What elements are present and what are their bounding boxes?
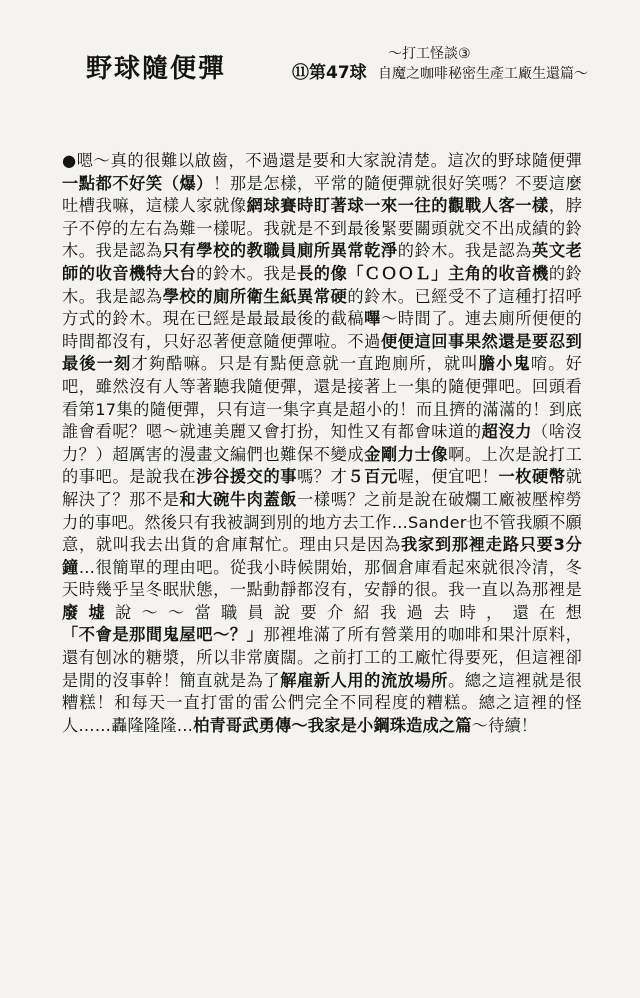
emphasized-text: 超沒力 bbox=[481, 422, 533, 442]
body-text-run: ～時間了。連去廁所便便的時間都沒有，只好忍著便意隨便彈啦。不過 bbox=[62, 309, 582, 351]
body-text-run: 的鈴木。我是認為 bbox=[62, 263, 582, 306]
body-text-run: ，脖子不停的左右為難一樣呢。我就是不到最後緊要關頭就交不出成績的鈴木。我是認為 bbox=[62, 196, 582, 261]
emphasized-text: 我家到那裡走路只要3分鐘 bbox=[62, 535, 583, 577]
emphasized-text: 學校的廁所衛生紙異常硬 bbox=[162, 286, 348, 306]
emphasized-text: 膽小鬼 bbox=[478, 354, 531, 374]
emphasized-text: 便便這回事果然還是要忍到最後一刻 bbox=[62, 331, 582, 374]
subtitle-line-1: ～打工怪談③ bbox=[388, 46, 471, 62]
emphasized-text: 和大碗牛肉蓋飯 bbox=[179, 489, 298, 509]
emphasized-text: 解雇新人用的流放場所 bbox=[280, 670, 449, 690]
emphasized-text: ５百元 bbox=[347, 467, 398, 487]
emphasized-text: 只有學校的教職員廁所異常乾淨 bbox=[162, 241, 398, 261]
column-body-text bbox=[62, 150, 582, 737]
body-text-run: 唷。好吧，雖然沒有人等著聽我隨便彈，還是接著上一集的隨便彈吧。回頭看看第17集的隨便彈，只有這一集字真是超小的！而且擠的滿滿的！到底誰會看呢？嗯～就連美麗又會打扮，知性又有都會味道的 bbox=[62, 354, 582, 442]
emphasized-text: 金剛力士像 bbox=[364, 444, 449, 464]
body-text-run: 說～～當職員說要介紹我過去時，還在想 bbox=[115, 602, 582, 622]
emphasized-text: 一枚硬幣 bbox=[498, 467, 566, 487]
body-text-run: 的鈴木。我是認為 bbox=[397, 241, 533, 261]
body-text-run: 就解決了？那不是 bbox=[62, 467, 582, 509]
body-text-run: （啥沒力？）超厲害的漫畫文編們也難保不變成 bbox=[62, 422, 582, 464]
body-text-run: 。總之這裡就是很糟糕！和每天一直打雷的雷公們完全不同程度的糟糕。總之這裡的怪人……轟隆隆隆… bbox=[62, 670, 583, 735]
column-title: 野球隨便彈 bbox=[86, 54, 227, 84]
body-text-run: 的鈴木。我是 bbox=[196, 263, 298, 283]
emphasized-text: 英文老師的收音機特大台 bbox=[62, 241, 582, 283]
emphasized-text: 「不會是那間鬼屋吧～？」 bbox=[62, 625, 264, 645]
body-text-run: 一樣嗎？之前是說在破爛工廠被壓榨勞力的事吧。然後只有我被調到別的地方去工作…Sander也不管我願不願意，就叫我去出貨的倉庫幫忙。理由只是因為 bbox=[62, 489, 583, 555]
subtitle-line-2: 自魔之咖啡秘密生產工廠生還篇～ bbox=[378, 66, 588, 82]
body-text-run: 嗎？才 bbox=[297, 467, 348, 487]
emphasized-text: 涉谷援交的事 bbox=[196, 467, 298, 487]
emphasized-text: 廢墟 bbox=[62, 602, 116, 622]
body-text-run: ～待續！ bbox=[471, 715, 538, 735]
body-text-run: ●嗯～真的很難以啟齒，不過還是要和大家說清楚。這次的野球隨便彈 bbox=[62, 151, 582, 170]
body-text-run: 啊。上次是說打工的事吧。是說我在 bbox=[62, 444, 582, 487]
body-text-run: 的鈴木。已經受不了這種打招呼方式的鈴木。現在已經是最最最後的截稿 bbox=[62, 286, 582, 329]
body-text-run: 喔，便宜吧！ bbox=[397, 467, 499, 487]
emphasized-text: 一點都不好笑（爆） bbox=[62, 173, 214, 193]
emphasized-text: 柏青哥武勇傳～我家是小鋼珠造成之篇 bbox=[193, 715, 472, 735]
emphasized-text: 長的像「ＣＯＯＬ」主角的收音機 bbox=[297, 263, 549, 283]
body-text-run: …很簡單的理由吧。從我小時候開始，那個倉庫看起來就很冷清，冬天時幾乎呈冬眠狀態，一點動靜都沒有，安靜的很。我一直以為那裡是 bbox=[62, 557, 583, 600]
emphasized-text: 嗶 bbox=[364, 309, 381, 329]
body-text-run: 那裡堆滿了所有營業用的咖啡和果汁原料，還有刨冰的糖漿，所以非常廣闊。之前打工的工廠忙得要死，但這裡卻是閒的沒事幹！簡直就是為了 bbox=[62, 625, 582, 690]
chapter-number: ⑪第47球 bbox=[292, 63, 367, 83]
body-text-run: 才夠酷嘛。只是有點便意就一直跑廁所，就叫 bbox=[131, 354, 479, 374]
emphasized-text: 網球賽時盯著球一來一往的觀戰人客一樣 bbox=[246, 196, 549, 216]
chapter-subtitle bbox=[378, 44, 588, 84]
body-text-run: ！那是怎樣，平常的隨便彈就很好笑嗎？不要這麼吐槽我嘛，這樣人家就像 bbox=[62, 173, 582, 216]
